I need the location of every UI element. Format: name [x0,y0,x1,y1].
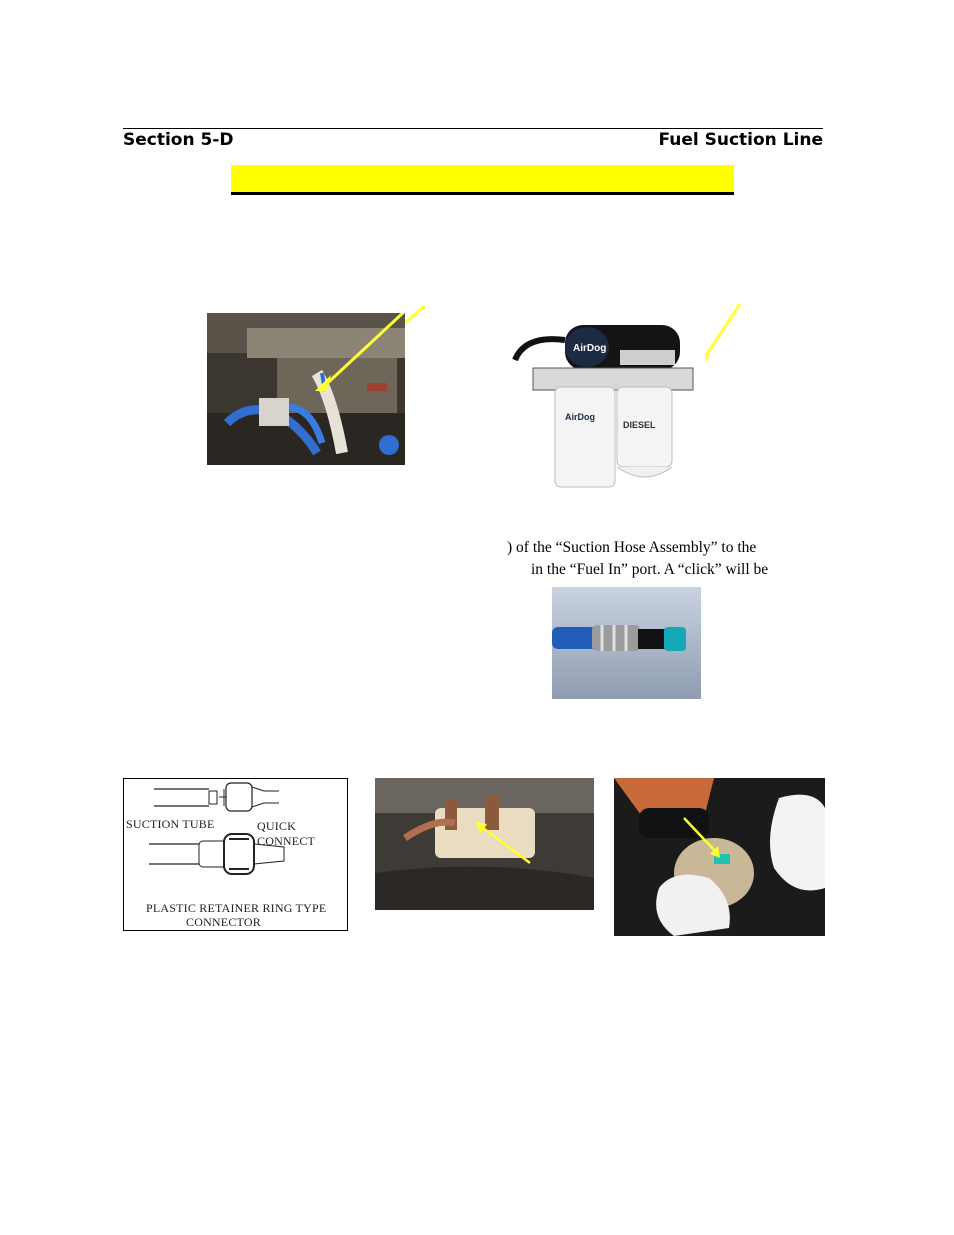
label-suction-tube: SUCTION TUBE [126,817,215,831]
section-label: Section 5-D [123,130,234,150]
warning-banner [231,165,734,195]
airdog-pump-photo [505,305,705,495]
header-rule [123,128,823,129]
section-title: Fuel Suction Line [658,130,823,150]
label-quick-connect: QUICK CONNECT [257,819,316,848]
label-retainer-line2: CONNECTOR [186,915,261,929]
filter-right-label: DIESEL [623,420,656,430]
instruction-line-1: ) of the “Suction Hose Assembly” to the [507,539,757,556]
tank-connection-photo [375,778,594,910]
hose-fitting-photo [552,587,701,699]
label-retainer-line1: PLASTIC RETAINER RING TYPE [146,901,327,915]
under-vehicle-photo [207,313,405,465]
hands-connecting-photo [614,778,825,936]
instruction-line-2: in the “Fuel In” port. A “click” will be [531,561,769,578]
filter-left-label: AirDog [565,412,595,422]
quick-connect-diagram [123,778,348,931]
pump-brand: AirDog [573,343,607,354]
